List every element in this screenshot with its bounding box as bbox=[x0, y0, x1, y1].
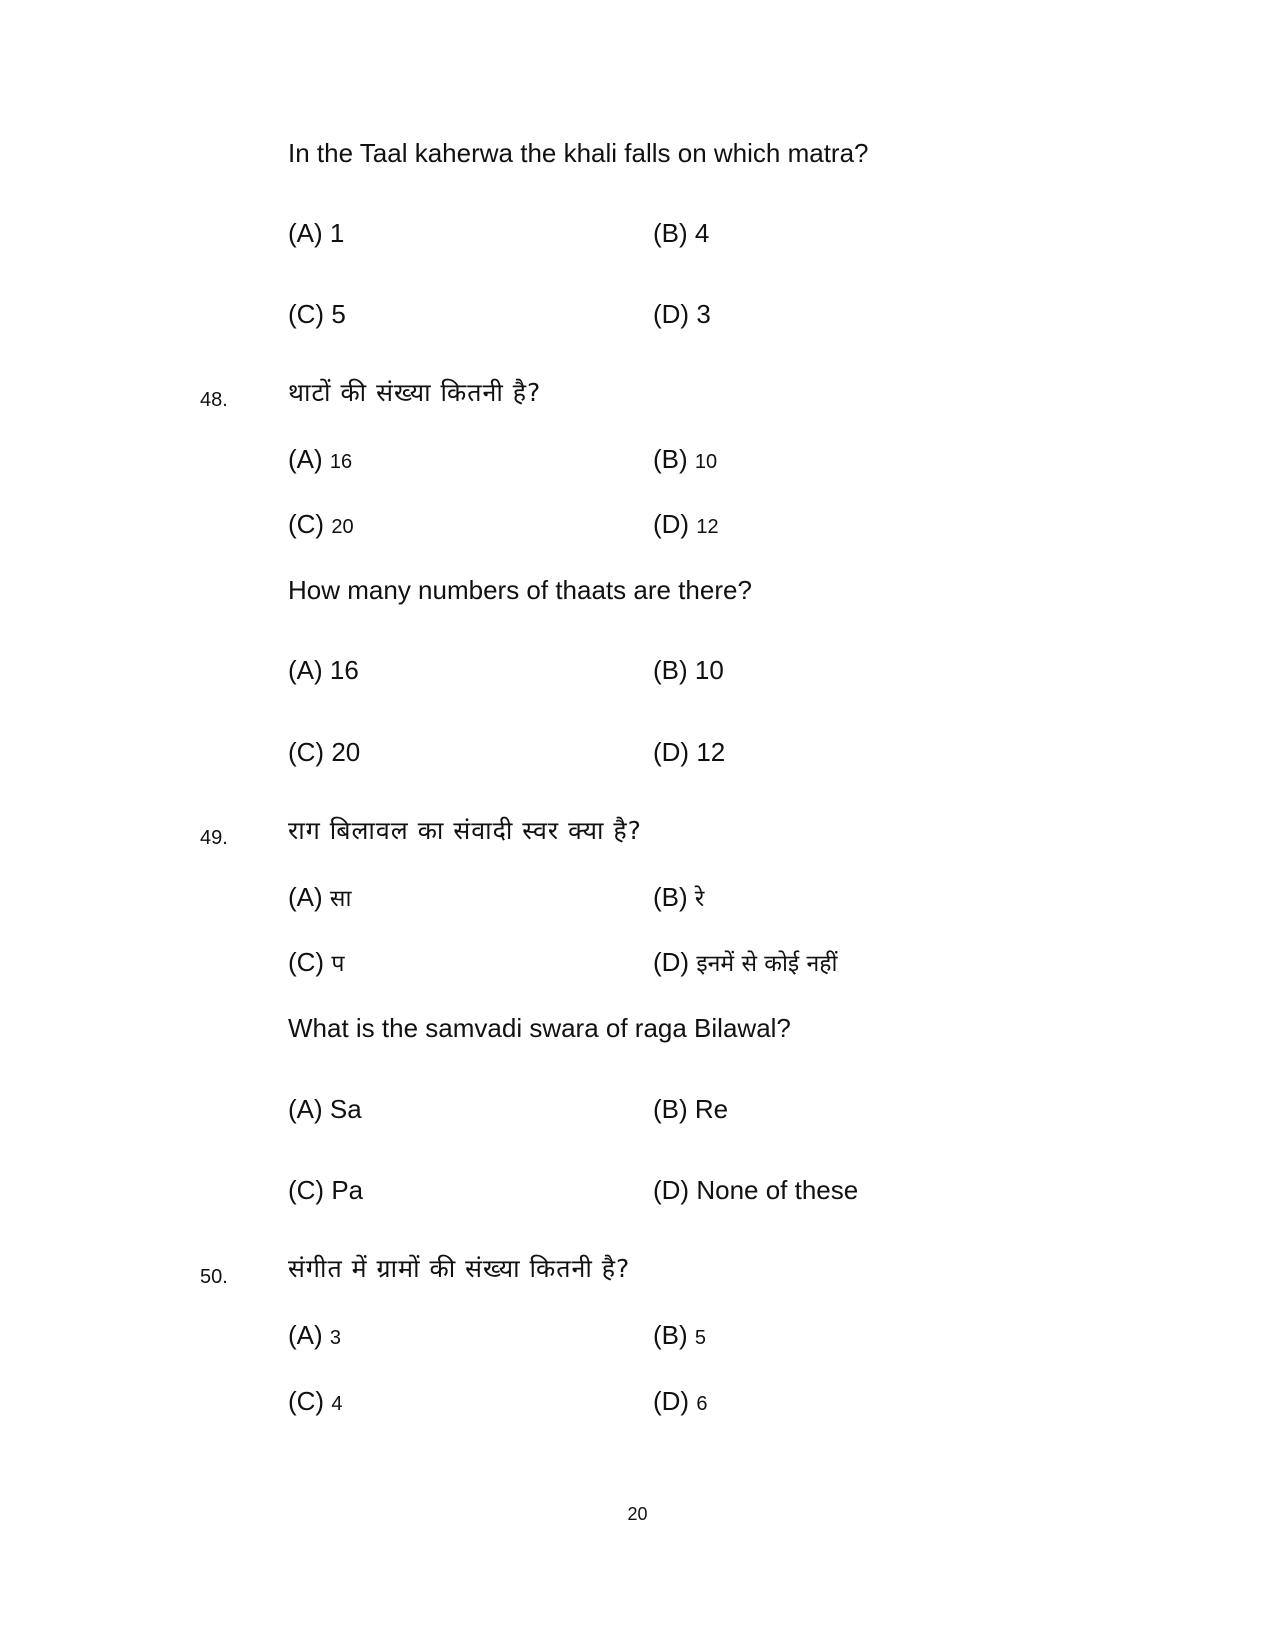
option-label: (C) bbox=[288, 1386, 325, 1416]
question-number-50: 50. bbox=[200, 1266, 228, 1288]
option-label: (D) bbox=[653, 299, 690, 329]
option-48-en-c bbox=[288, 739, 360, 765]
option-47-en-d bbox=[653, 301, 711, 327]
option-label: (C) bbox=[288, 1175, 325, 1205]
option-label: (C) bbox=[288, 509, 325, 539]
option-49-en-d bbox=[653, 1177, 858, 1203]
option-47-en-b bbox=[653, 220, 709, 246]
option-label: (A) bbox=[288, 1094, 323, 1124]
option-49-hi-c bbox=[288, 949, 344, 976]
option-value: सा bbox=[329, 886, 352, 912]
question-number-49: 49. bbox=[200, 827, 228, 849]
option-value: 3 bbox=[696, 299, 711, 329]
option-47-en-c bbox=[288, 301, 346, 327]
option-value: इनमें से कोई नहीं bbox=[696, 951, 838, 977]
option-label: (D) bbox=[653, 1386, 690, 1416]
option-50-hi-d bbox=[653, 1388, 707, 1414]
option-value: 1 bbox=[329, 218, 345, 248]
option-value: Sa bbox=[329, 1094, 362, 1124]
option-value: 10 bbox=[694, 655, 724, 685]
option-48-en-a bbox=[288, 657, 359, 683]
option-48-hi-d bbox=[653, 511, 719, 537]
option-value: 20 bbox=[331, 737, 361, 767]
option-47-en-a bbox=[288, 220, 344, 246]
option-48-hi-c bbox=[288, 511, 354, 537]
option-49-en-a bbox=[288, 1096, 362, 1122]
option-label: (D) bbox=[653, 509, 690, 539]
question-47-english: In the Taal kaherwa the khali falls on which matra? bbox=[288, 138, 869, 168]
question-49-english: What is the samvadi swara of raga Bilawal? bbox=[288, 1013, 791, 1043]
option-50-hi-b bbox=[653, 1322, 706, 1348]
option-value: 4 bbox=[694, 218, 710, 248]
option-value: 5 bbox=[331, 299, 346, 329]
option-label: (B) bbox=[653, 1094, 688, 1124]
option-49-hi-b bbox=[653, 884, 704, 911]
option-value: 12 bbox=[696, 737, 726, 767]
option-48-hi-a bbox=[288, 446, 352, 472]
option-label: (A) bbox=[288, 444, 323, 474]
option-value: None of these bbox=[696, 1175, 859, 1205]
option-49-en-c bbox=[288, 1177, 363, 1203]
page-number: 20 bbox=[627, 1504, 648, 1524]
question-number-48: 48. bbox=[200, 389, 228, 411]
option-value: 16 bbox=[329, 655, 359, 685]
question-49-hindi: राग बिलावल का संवादी स्वर क्या है? bbox=[288, 816, 642, 845]
option-50-hi-a bbox=[288, 1322, 341, 1348]
question-48-english: How many numbers of thaats are there? bbox=[288, 575, 752, 605]
option-48-hi-b bbox=[653, 446, 717, 472]
option-label: (B) bbox=[653, 655, 688, 685]
option-label: (D) bbox=[653, 947, 690, 977]
option-50-hi-c bbox=[288, 1388, 342, 1414]
option-value: 5 bbox=[694, 1327, 707, 1349]
option-label: (A) bbox=[288, 655, 323, 685]
option-label: (D) bbox=[653, 737, 690, 767]
option-49-hi-d bbox=[653, 949, 837, 976]
option-value: 4 bbox=[331, 1393, 343, 1415]
option-label: (B) bbox=[653, 444, 688, 474]
question-50-hindi: संगीत में ग्रामों की संख्या कितनी है? bbox=[288, 1254, 631, 1283]
option-label: (D) bbox=[653, 1175, 690, 1205]
option-label: (B) bbox=[653, 218, 688, 248]
option-48-en-d bbox=[653, 739, 725, 765]
option-value: 20 bbox=[331, 516, 354, 538]
option-label: (C) bbox=[288, 737, 325, 767]
option-label: (A) bbox=[288, 882, 323, 912]
option-49-en-b bbox=[653, 1096, 728, 1122]
option-value: रे bbox=[694, 886, 705, 912]
option-value: प bbox=[331, 951, 345, 977]
option-label: (C) bbox=[288, 299, 325, 329]
option-48-en-b bbox=[653, 657, 724, 683]
option-label: (B) bbox=[653, 882, 688, 912]
question-48-hindi: थाटों की संख्या कितनी है? bbox=[288, 378, 542, 407]
option-value: 6 bbox=[696, 1393, 708, 1415]
option-value: 16 bbox=[329, 451, 353, 473]
option-value: Pa bbox=[331, 1175, 364, 1205]
option-value: 10 bbox=[694, 451, 718, 473]
option-value: 3 bbox=[329, 1327, 342, 1349]
option-label: (A) bbox=[288, 218, 323, 248]
option-label: (B) bbox=[653, 1320, 688, 1350]
option-49-hi-a bbox=[288, 884, 351, 911]
option-label: (C) bbox=[288, 947, 325, 977]
option-value: Re bbox=[694, 1094, 729, 1124]
option-label: (A) bbox=[288, 1320, 323, 1350]
option-value: 12 bbox=[696, 516, 719, 538]
